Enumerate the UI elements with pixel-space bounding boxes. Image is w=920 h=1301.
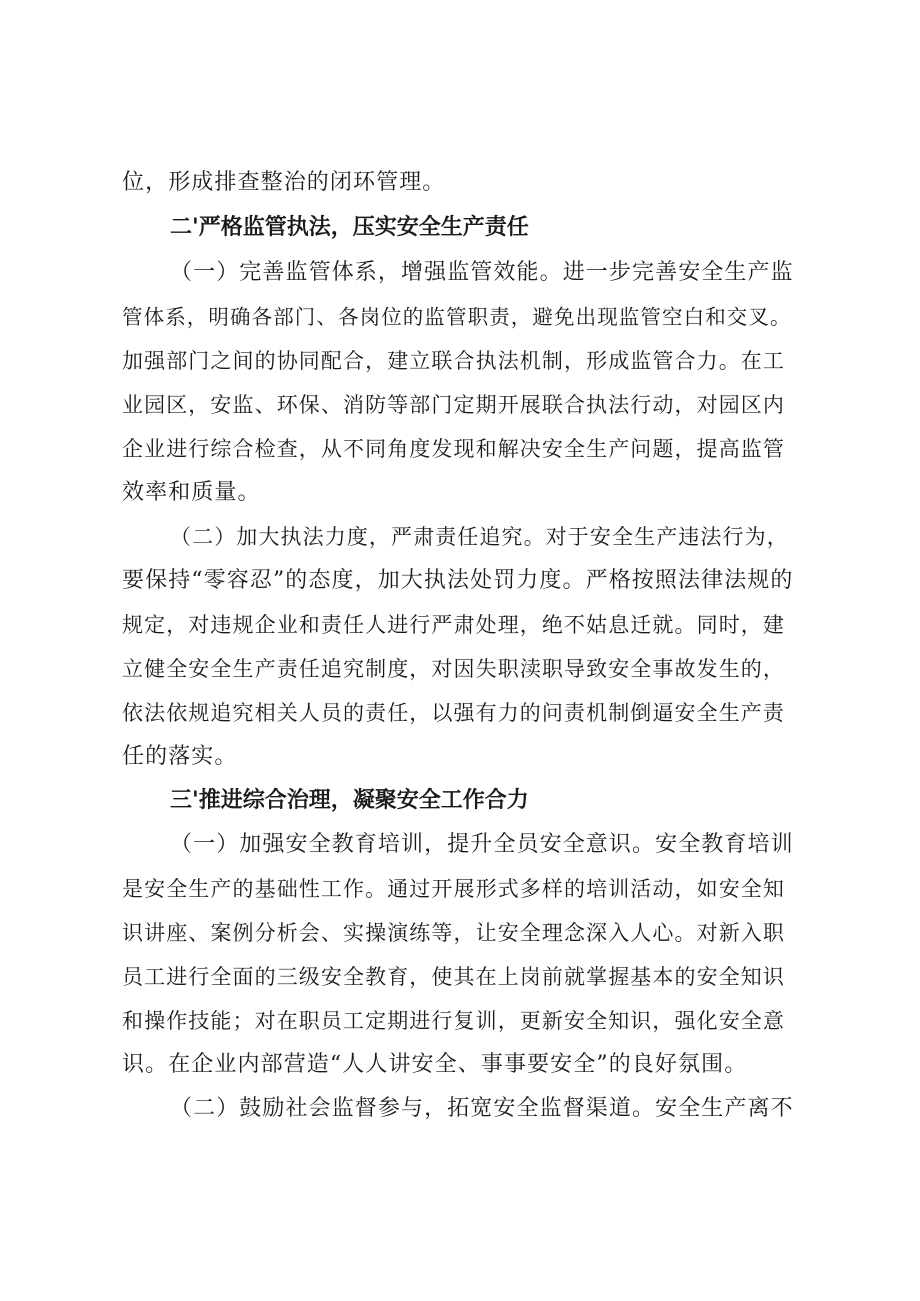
paragraph-line: 和操作技能；对在职员工定期进行复训，更新安全知识，强化安全意 [122, 1009, 785, 1033]
paragraph-line: 规定，对违规企业和责任人进行严肃处理，绝不姑息迁就。同时，建 [122, 613, 785, 637]
paragraph-line: 是安全生产的基础性工作。通过开展形式多样的培训活动，如安全知 [122, 877, 785, 901]
section-heading-3: 三'推进综合治理，凝聚安全工作合力 [170, 788, 529, 813]
paragraph-line: 任的落实。 [122, 744, 238, 769]
paragraph-line: 管体系，明确各部门、各岗位的监管职责，避免出现监管空白和交叉。 [122, 305, 792, 329]
paragraph-line: 要保持“零容忍”的态度，加大执法处罚力度。严格按照法律法规的 [122, 568, 794, 593]
paragraph-line: 立健全安全生产责任追究制度，对因失职渎职导致安全事故发生的， [122, 657, 785, 681]
paragraph-line: 效率和质量。 [122, 480, 261, 505]
paragraph-line: 企业进行综合检查，从不同角度发现和解决安全生产问题，提高监管 [122, 437, 785, 461]
paragraph-line: 加强部门之间的协同配合，建立联合执法机制，形成监管合力。在工 [122, 349, 785, 373]
paragraph-line: 识。在企业内部营造“人人讲安全、事事要安全”的良好氛围。 [122, 1052, 748, 1077]
paragraph-line: （二）加大执法力度，严肃责任追究。对于安全生产违法行为， [170, 525, 789, 549]
paragraph-line: 员工进行全面的三级安全教育，使其在上岗前就掌握基本的安全知识 [122, 965, 785, 989]
paragraph-line: （二）鼓励社会监督参与，拓宽安全监督渠道。安全生产离不 [170, 1096, 794, 1121]
section-heading-2: 二'严格监管执法，压实安全生产责任 [170, 215, 529, 240]
paragraph-line: 依法依规追究相关人员的责任，以强有力的问责机制倒逼安全生产责 [122, 701, 785, 725]
paragraph-line: （一）完善监管体系，增强监管效能。进一步完善安全生产监 [170, 260, 794, 285]
paragraph-line: （一）加强安全教育培训，提升全员安全意识。安全教育培训 [170, 832, 794, 857]
paragraph-line: 业园区，安监、环保、消防等部门定期开展联合执法行动，对园区内 [122, 393, 785, 417]
paragraph-line: 位，形成排查整治的闭环管理。 [122, 170, 446, 195]
paragraph-line: 识讲座、案例分析会、实操演练等，让安全理念深入人心。对新入职 [122, 921, 785, 945]
